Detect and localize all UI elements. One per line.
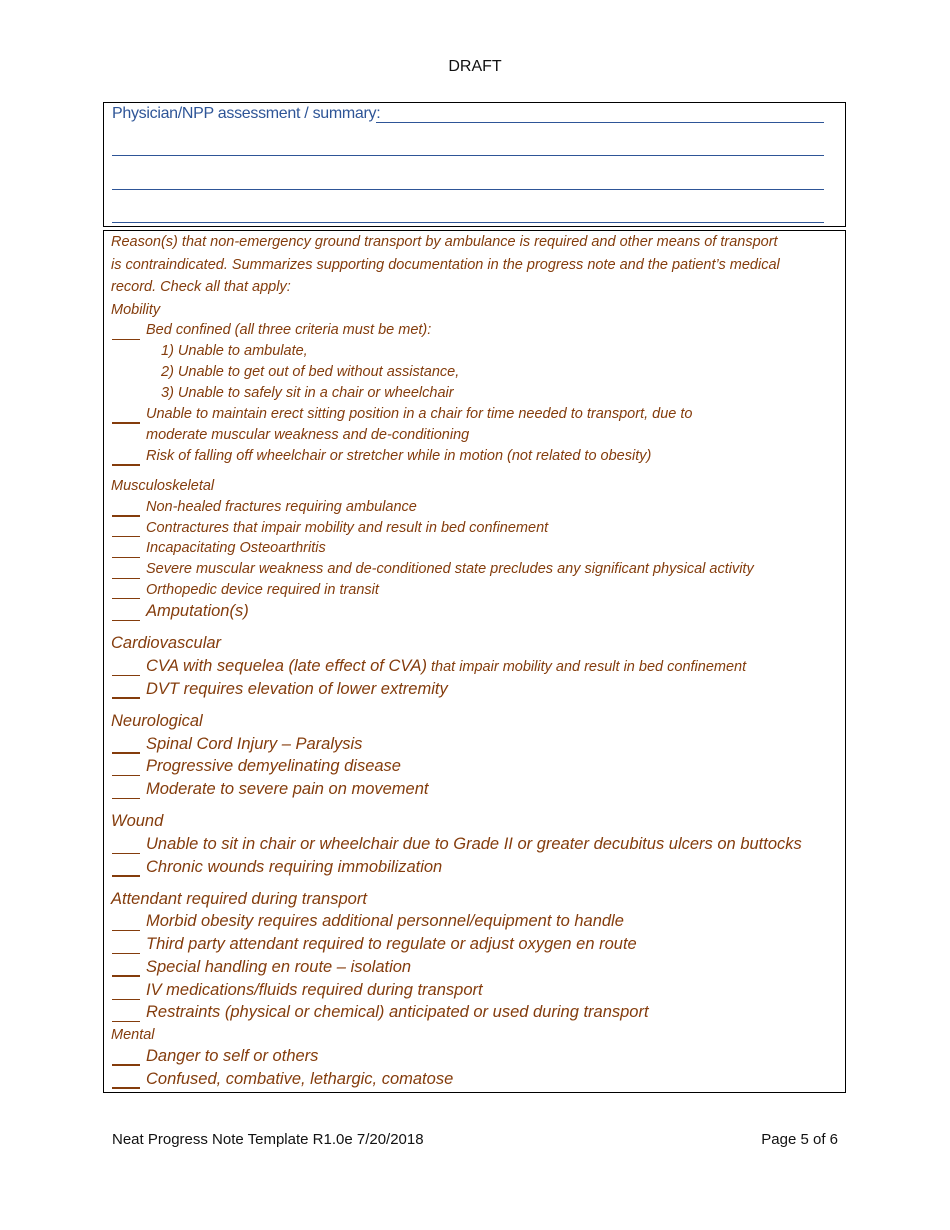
criterion-1: 1) Unable to ambulate, bbox=[161, 343, 308, 359]
list-item: Third party attendant required to regulate or adjust oxygen en route bbox=[146, 935, 637, 953]
assessment-line-3[interactable] bbox=[112, 189, 824, 190]
checkbox-blank[interactable] bbox=[112, 620, 140, 621]
checkbox-blank[interactable] bbox=[112, 752, 140, 754]
list-item: Moderate to severe pain on movement bbox=[146, 780, 429, 798]
list-item: Progressive demyelinating disease bbox=[146, 757, 401, 775]
checkbox-blank[interactable] bbox=[112, 1087, 140, 1089]
list-item: Confused, combative, lethargic, comatose bbox=[146, 1070, 454, 1088]
checkbox-blank[interactable] bbox=[112, 875, 140, 877]
checkbox-blank[interactable] bbox=[112, 999, 140, 1000]
bed-confined-label: Bed confined (all three criteria must be met): bbox=[146, 322, 432, 338]
checkbox-blank[interactable] bbox=[112, 464, 140, 466]
checkbox-blank[interactable] bbox=[112, 339, 140, 340]
checkbox-blank[interactable] bbox=[112, 557, 140, 558]
cva-label-cont: that impair mobility and result in bed confinement bbox=[426, 659, 747, 675]
checkbox-blank[interactable] bbox=[112, 853, 140, 854]
wound-heading: Wound bbox=[111, 812, 164, 830]
list-item: Morbid obesity requires additional personnel/equipment to handle bbox=[146, 912, 624, 930]
cva-item bbox=[146, 657, 746, 676]
checkbox-blank[interactable] bbox=[112, 536, 140, 537]
intro-line-2: is contraindicated. Summarizes supporting documentation in the progress note and the patient’s medical bbox=[111, 257, 780, 273]
list-item: Non-healed fractures requiring ambulance bbox=[146, 499, 417, 515]
intro-line-1: Reason(s) that non-emergency ground transport by ambulance is required and other means of transport bbox=[111, 234, 778, 250]
checkbox-blank[interactable] bbox=[112, 798, 140, 799]
musculoskeletal-heading: Musculoskeletal bbox=[111, 478, 215, 494]
list-item: IV medications/fluids required during transport bbox=[146, 981, 483, 999]
list-item: Restraints (physical or chemical) anticipated or used during transport bbox=[146, 1003, 649, 1021]
list-item: Spinal Cord Injury – Paralysis bbox=[146, 735, 363, 753]
list-item: Amputation(s) bbox=[146, 602, 249, 620]
checkbox-blank[interactable] bbox=[112, 1064, 140, 1066]
footer-page-number: Page 5 of 6 bbox=[761, 1131, 838, 1148]
checkbox-blank[interactable] bbox=[112, 775, 140, 776]
criterion-2: 2) Unable to get out of bed without assistance, bbox=[161, 364, 460, 380]
cardiovascular-heading: Cardiovascular bbox=[111, 634, 222, 652]
intro-line-3: record. Check all that apply: bbox=[111, 279, 291, 295]
assessment-box bbox=[103, 102, 846, 227]
list-item: Severe muscular weakness and de-conditioned state precludes any significant physical activity bbox=[146, 561, 754, 577]
footer-template-name: Neat Progress Note Template R1.0e 7/20/2018 bbox=[112, 1131, 424, 1148]
criterion-3: 3) Unable to safely sit in a chair or wheelchair bbox=[161, 385, 454, 401]
list-item: Special handling en route – isolation bbox=[146, 958, 412, 976]
checkbox-blank[interactable] bbox=[112, 930, 140, 931]
checkbox-blank[interactable] bbox=[112, 515, 140, 517]
list-item: Contractures that impair mobility and result in bed confinement bbox=[146, 520, 549, 536]
checkbox-blank[interactable] bbox=[112, 675, 140, 676]
list-item: Incapacitating Osteoarthritis bbox=[146, 540, 326, 556]
list-item: Unable to sit in chair or wheelchair due to Grade II or greater decubitus ulcers on buttocks bbox=[146, 835, 802, 853]
cva-label: CVA with sequelea (late effect of CVA) bbox=[146, 657, 427, 675]
checkbox-blank[interactable] bbox=[112, 578, 140, 579]
falling-risk-label: Risk of falling off wheelchair or stretcher while in motion (not related to obesity) bbox=[146, 448, 652, 464]
checkbox-blank[interactable] bbox=[112, 953, 140, 954]
dvt-label: DVT requires elevation of lower extremity bbox=[146, 680, 448, 698]
draft-header: DRAFT bbox=[448, 58, 502, 75]
attendant-heading: Attendant required during transport bbox=[111, 890, 367, 908]
checkbox-blank[interactable] bbox=[112, 975, 140, 977]
checkbox-blank[interactable] bbox=[112, 1021, 140, 1022]
assessment-line-1[interactable] bbox=[376, 122, 824, 123]
checkbox-blank[interactable] bbox=[112, 598, 140, 599]
erect-sitting-label: Unable to maintain erect sitting position in a chair for time needed to transport, due to bbox=[146, 406, 693, 422]
list-item: Chronic wounds requiring immobilization bbox=[146, 858, 443, 876]
list-item: Danger to self or others bbox=[146, 1047, 319, 1065]
checkbox-blank[interactable] bbox=[112, 697, 140, 699]
assessment-line-2[interactable] bbox=[112, 155, 824, 156]
neurological-heading: Neurological bbox=[111, 712, 203, 730]
list-item: Orthopedic device required in transit bbox=[146, 582, 379, 598]
checkbox-blank[interactable] bbox=[112, 422, 140, 424]
assessment-label: Physician/NPP assessment / summary: bbox=[112, 105, 381, 122]
assessment-line-4[interactable] bbox=[112, 222, 824, 223]
mental-heading: Mental bbox=[111, 1027, 155, 1043]
mobility-heading: Mobility bbox=[111, 302, 161, 318]
erect-sitting-label-cont: moderate muscular weakness and de-conditioning bbox=[146, 427, 470, 443]
